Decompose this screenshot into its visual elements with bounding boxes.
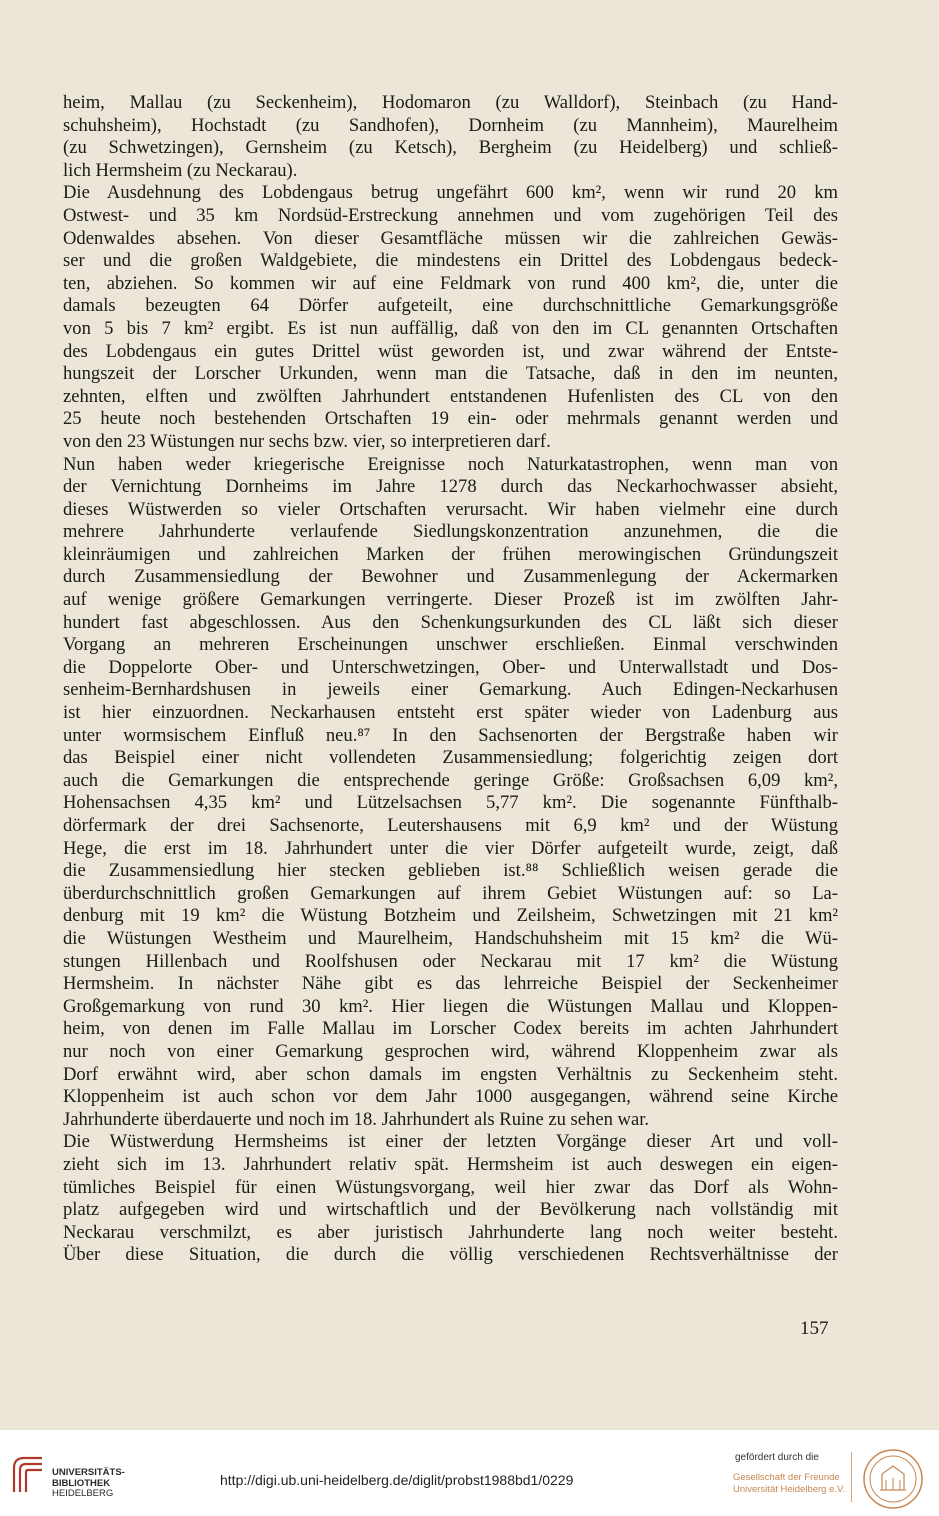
text-line: Die Wüstwerdung Hermsheims ist einer der letzten Vorgänge dieser Art und voll-	[63, 1131, 838, 1153]
text-line: dörfermark der drei Sachsenorte, Leutershausens mit 6,9 km² und der Wüstung	[63, 815, 838, 836]
library-name	[52, 1468, 125, 1500]
text-line: heim, Mallau (zu Seckenheim), Hodomaron (zu Walldorf), Steinbach (zu Hand-	[63, 92, 838, 113]
text-line: des Lobdengaus ein gutes Drittel wüst geworden ist, und zwar während der Entste-	[63, 340, 838, 362]
text-line: Die Ausdehnung des Lobdengaus betrug ungefährt 600 km², wenn wir rund 20 km	[63, 182, 838, 204]
text-line: Kloppenheim ist auch schon vor dem Jahr 1000 ausgegangen, während seine Kirche	[63, 1086, 838, 1108]
text-line: unter wormsischem Einfluß neu.⁸⁷ In den Sachsenorten der Bergstraße haben wir	[63, 724, 838, 746]
text-line: das Beispiel einer nicht vollendeten Zusammensiedlung; folgerichtig zeigen dort	[63, 747, 838, 769]
text-line: Hege, die erst im 18. Jahrhundert unter die vier Dörfer aufgeteilt wurde, zeigt, daß	[63, 837, 838, 859]
text-line: 25 heute noch bestehenden Ortschaften 19 ein- oder mehrmals genannt werden und	[63, 408, 838, 430]
text-line: heim, von denen im Falle Mallau im Lorscher Codex bereits im achten Jahrhundert	[63, 1018, 838, 1040]
text-line: stungen Hillenbach und Roolfshusen oder Neckarau mit 17 km² die Wüstung	[63, 950, 838, 972]
text-line: Großgemarkung von rund 30 km². Hier liegen die Wüstungen Mallau und Kloppen-	[63, 995, 838, 1017]
text-line: zehnten, elften und zwölften Jahrhundert entstandenen Hufenlisten des CL von den	[63, 385, 838, 407]
text-line: ist hier einzuordnen. Neckarhausen entsteht erst später wieder von Ladenburg aus	[63, 702, 838, 724]
text-line: hungszeit der Lorscher Urkunden, wenn man die Tatsache, daß in den im neunten,	[63, 363, 838, 385]
text-line: der Vernichtung Dornheims im Jahre 1278 durch das Neckarhochwasser absieht,	[63, 476, 838, 498]
text-line: Jahrhunderte überdauerte und noch im 18. Jahrhundert als Ruine zu sehen war.	[63, 1108, 650, 1130]
ub-logo-icon[interactable]	[10, 1454, 46, 1494]
sponsor-intro: gefördert durch die	[735, 1452, 819, 1463]
text-line: Ostwest- und 35 km Nordsüd-Erstreckung annehmen und vom zugehörigen Teil des	[63, 204, 838, 226]
text-line: die Zusammensiedlung hier stecken geblieben ist.⁸⁸ Schließlich weisen gerade die	[63, 860, 838, 882]
text-line: auf wenige größere Gemarkungen verringerte. Dieser Prozeß ist im zwölften Jahr-	[63, 589, 838, 611]
text-line: schuhsheim), Hochstadt (zu Sandhofen), Dornheim (zu Mannheim), Maurelheim	[63, 114, 838, 136]
text-line: nur noch von einer Gemarkung gesprochen wird, während Kloppenheim zwar als	[63, 1040, 838, 1062]
sponsor-line-2: Universität Heidelberg e.V.	[733, 1484, 846, 1495]
library-line-3: HEIDELBERG	[52, 1488, 114, 1499]
text-line: von 5 bis 7 km² ergibt. Es ist nun auffällig, daß von den im CL genannten Ortschaften	[63, 317, 838, 339]
library-line-1: UNIVERSITÄTS-	[52, 1467, 125, 1478]
text-line: mehrere Jahrhunderte verlaufende Siedlungskonzentration anzunehmen, die die	[63, 521, 838, 543]
text-line: auch die Gemarkungen die entsprechende geringe Größe: Großsachsen 6,09 km²,	[63, 769, 838, 791]
text-line: Über diese Situation, die durch die völlig verschiedenen Rechtsverhältnisse der	[63, 1244, 838, 1266]
text-line: senheim-Bernhardshusen in jeweils einer Gemarkung. Auch Edingen-Neckarhusen	[63, 679, 838, 701]
sponsor-name	[733, 1472, 845, 1496]
text-line: denburg mit 19 km² die Wüstung Botzheim und Zeilsheim, Schwetzingen mit 21 km²	[63, 905, 838, 927]
text-line: lich Hermsheim (zu Neckarau).	[63, 159, 298, 181]
text-line: durch Zusammensiedlung der Bewohner und Zusammenlegung der Ackermarken	[63, 566, 838, 588]
text-line: Odenwaldes absehen. Von dieser Gesamtfläche müssen wir die zahlreichen Gewäs-	[63, 227, 838, 249]
text-line: Dorf erwähnt wird, aber schon damals im engsten Verhältnis zu Seckenheim steht.	[63, 1063, 838, 1085]
sponsor-line-1: Gesellschaft der Freunde	[733, 1472, 840, 1483]
text-line: Hermsheim. In nächster Nähe gibt es das lehrreiche Beispiel der Seckenheimer	[63, 973, 838, 995]
text-line: überdurchschnittlich großen Gemarkungen auf ihrem Gebiet Wüstungen auf: so La-	[63, 882, 838, 904]
text-line: hundert fast abgeschlossen. Aus den Schenkungsurkunden des CL läßt sich dieser	[63, 611, 838, 633]
text-line: Neckarau verschmilzt, es aber juristisch Jahrhunderte lang noch weiter besteht.	[63, 1221, 838, 1243]
page-number: 157	[800, 1318, 829, 1339]
text-line: kleinräumigen und zahlreichen Marken der frühen merowingischen Gründungszeit	[63, 543, 838, 565]
text-line: tümliches Beispiel für einen Wüstungsvorgang, weil hier zwar das Dorf als Wohn-	[63, 1176, 838, 1198]
text-line: zieht sich im 13. Jahrhundert relativ spät. Hermsheim ist auch deswegen ein eigen-	[63, 1153, 838, 1175]
text-line: Nun haben weder kriegerische Ereignisse noch Naturkatastrophen, wenn man von	[63, 453, 838, 475]
library-line-2: BIBLIOTHEK	[52, 1477, 111, 1489]
permalink-url[interactable]: http://digi.ub.uni-heidelberg.de/diglit/probst1988bd1/0229	[220, 1472, 574, 1488]
body-text	[63, 92, 838, 1267]
text-line: von den 23 Wüstungen nur sechs bzw. vier, so interpretieren darf.	[63, 430, 551, 452]
text-line: Hohensachsen 4,35 km² und Lützelsachsen 5,77 km². Die sogenannte Fünfthalb-	[63, 792, 838, 814]
viewer-footer	[0, 1430, 939, 1516]
university-seal-icon	[862, 1448, 924, 1510]
text-line: (zu Schwetzingen), Gernsheim (zu Ketsch), Bergheim (zu Heidelberg) und schließ-	[63, 137, 838, 159]
text-line: die Doppelorte Ober- und Unterschwetzingen, Ober- und Unterwallstadt und Dos-	[63, 656, 838, 678]
footer-divider	[851, 1452, 852, 1502]
text-line: platz aufgegeben wird und wirtschaftlich und der Bevölkerung nach vollständig mit	[63, 1199, 838, 1221]
text-line: Vorgang an mehreren Erscheinungen unschwer erschließen. Einmal verschwinden	[63, 634, 838, 656]
text-line: ten, abziehen. So kommen wir auf eine Feldmark von rund 400 km², die, unter die	[63, 272, 838, 294]
text-line: ser und die großen Waldgebiete, die mindestens ein Drittel des Lobdengaus bedeck-	[63, 250, 838, 272]
text-line: damals bezeugten 64 Dörfer aufgeteilt, eine durchschnittliche Gemarkungsgröße	[63, 295, 838, 317]
text-line: dieses Wüstwerden so vieler Ortschaften verursacht. Wir haben vielmehr eine durch	[63, 498, 838, 520]
text-line: die Wüstungen Westheim und Maurelheim, Handschuhsheim mit 15 km² die Wü-	[63, 927, 838, 949]
